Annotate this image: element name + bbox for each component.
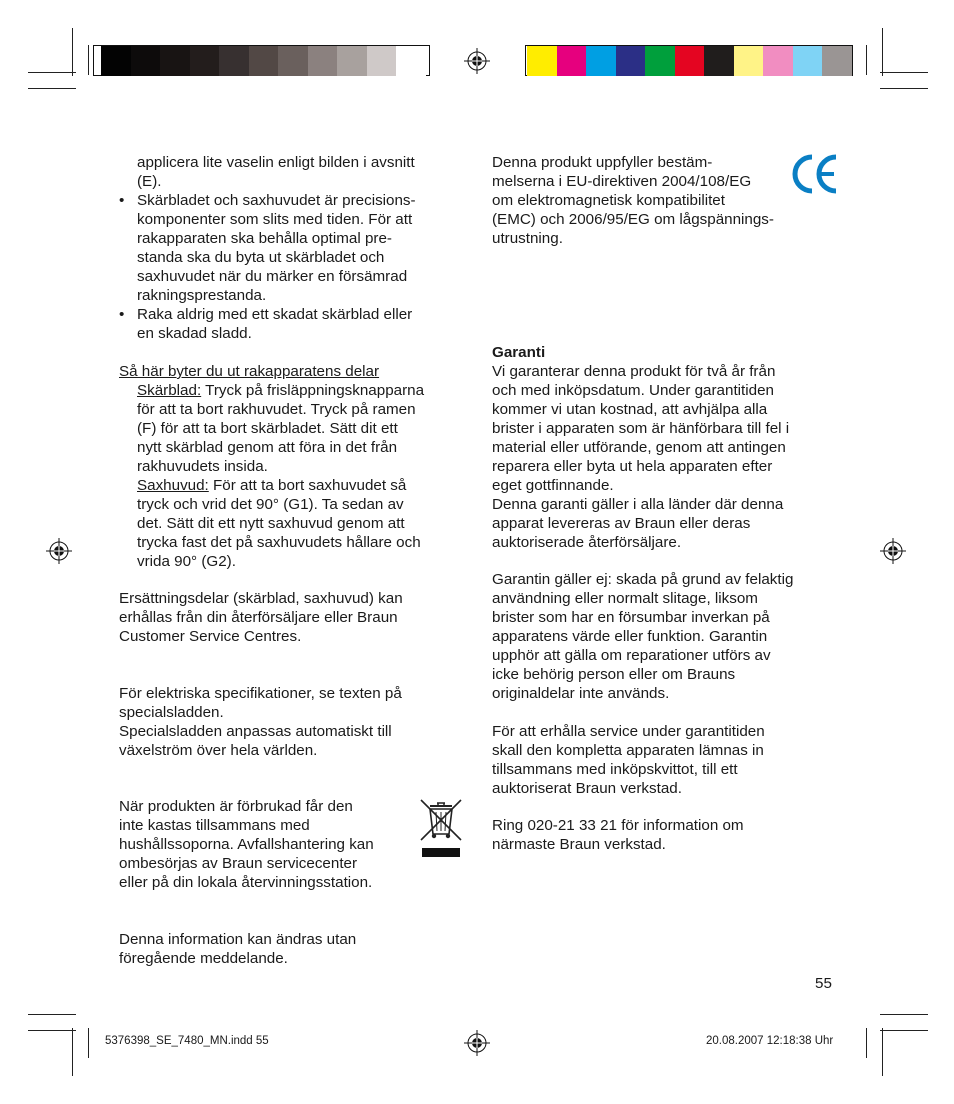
section-heading: Så här byter du ut rakapparatens delar — [119, 363, 380, 380]
text-line: användning eller normalt slitage, liksom — [492, 590, 758, 607]
text-line: Raka aldrig med ett skadat skärblad eller — [137, 306, 413, 323]
color-swatch — [337, 46, 367, 76]
footer-file-info: 5376398_SE_7480_MN.indd 55 — [105, 1035, 269, 1047]
text-line: auktoriserade återförsäljare. — [492, 534, 682, 551]
text-line: ombesörjas av Braun servicecenter — [119, 855, 358, 872]
color-swatch — [793, 46, 823, 76]
text-line: tryck och vrid det 90° (G1). Ta sedan av — [137, 496, 404, 513]
text-line: apparat levereras av Braun eller deras — [492, 515, 751, 532]
text-line: brister i apparaten som är hänförbara till fel i — [492, 420, 790, 437]
color-swatch — [190, 46, 220, 76]
text-line: standa ska du byta ut skärbladet och — [137, 249, 385, 266]
text-line: och med inköpsdatum. Under garantitiden — [492, 382, 774, 399]
text-line: växelström över hela världen. — [119, 742, 318, 759]
text-line: (EMC) och 2006/95/EG om lågspännings- — [492, 211, 774, 228]
text-line: Ring 020-21 33 21 för information om — [492, 817, 744, 834]
text-line: Denna information kan ändras utan — [119, 931, 357, 948]
text-line: (E). — [137, 173, 162, 190]
text-line: upphör att gälla om reparationer utförs av — [492, 647, 771, 664]
text-line: om elektromagnetisk kompatibilitet — [492, 192, 725, 209]
text-span: För att ta bort saxhuvudet så — [208, 477, 407, 494]
color-swatch — [131, 46, 161, 76]
text-line: eller på din lokala återvinningsstation. — [119, 874, 373, 891]
text-line: apparatens värde eller funktion. Garantin — [492, 628, 768, 645]
foil-label: Skärblad: — [137, 382, 202, 399]
color-swatch — [396, 46, 426, 76]
text-line: en skadad sladd. — [137, 325, 252, 342]
text-line: Ersättningsdelar (skärblad, saxhuvud) kan — [119, 590, 403, 607]
color-swatch — [763, 46, 793, 76]
text-line: För att erhålla service under garantitiden — [492, 723, 765, 740]
color-swatch — [704, 46, 734, 76]
text-line: nytt skärblad genom att föra in det från — [137, 439, 398, 456]
footer-datetime: 20.08.2007 12:18:38 Uhr — [706, 1035, 834, 1047]
color-swatch — [308, 46, 338, 76]
ce-mark-icon — [790, 152, 840, 196]
color-swatch — [616, 46, 646, 76]
registration-mark-icon — [880, 538, 906, 564]
text-line: brister som har en försumbar inverkan på — [492, 609, 770, 626]
color-swatch — [527, 46, 557, 76]
text-line — [137, 381, 424, 400]
bullet-marker: • — [119, 192, 125, 209]
text-line: erhållas från din återförsäljare eller Braun — [119, 609, 398, 626]
text-line: (F) för att ta bort skärbladet. Sätt dit ett — [137, 420, 398, 437]
registration-mark-icon — [464, 48, 490, 74]
text-line: rakapparaten ska behålla optimal pre- — [137, 230, 392, 247]
text-line: kommer vi utan kostnad, att avhjälpa alla — [492, 401, 768, 418]
text-span: Tryck på frisläppningsknapparna — [201, 382, 425, 399]
text-line: eget gottfinnande. — [492, 477, 614, 494]
text-line: saxhuvudet när du märker en försämrad — [137, 268, 408, 285]
text-line: rakningsprestanda. — [137, 287, 267, 304]
page-number: 55 — [815, 975, 832, 992]
text-line: närmaste Braun verkstad. — [492, 836, 666, 853]
text-line: rakhuvudets insida. — [137, 458, 268, 475]
text-line: hushållssoporna. Avfallshantering kan — [119, 836, 374, 853]
color-swatch — [160, 46, 190, 76]
text-line: vrida 90° (G2). — [137, 553, 236, 570]
color-swatch — [734, 46, 764, 76]
registration-mark-icon — [464, 1030, 490, 1056]
text-line: skall den kompletta apparaten lämnas in — [492, 742, 764, 759]
warranty-heading: Garanti — [492, 344, 546, 361]
text-line: När produkten är förbrukad får den — [119, 798, 353, 815]
text-line: trycka fast det på saxhuvudets hållare och — [137, 534, 421, 551]
text-line: melserna i EU-direktiven 2004/108/EG — [492, 173, 752, 190]
color-swatch — [219, 46, 249, 76]
text-line: originaldelar inte används. — [492, 685, 670, 702]
text-line: material eller utförande, genom att antingen — [492, 439, 786, 456]
text-line: reparera eller byta ut hela apparaten efter — [492, 458, 773, 475]
text-line: Specialsladden anpassas automatiskt till — [119, 723, 392, 740]
text-line: auktoriserat Braun verkstad. — [492, 780, 682, 797]
cutter-label: Saxhuvud: — [137, 477, 209, 494]
color-swatch — [367, 46, 397, 76]
registration-mark-icon — [46, 538, 72, 564]
text-line: utrustning. — [492, 230, 563, 247]
color-swatch — [249, 46, 279, 76]
text-line — [137, 476, 406, 495]
text-line: icke behörig person eller om Brauns — [492, 666, 736, 683]
text-line: föregående meddelande. — [119, 950, 288, 967]
crossed-out-wheelie-bin-icon — [418, 798, 464, 860]
color-swatch — [645, 46, 675, 76]
color-swatch — [586, 46, 616, 76]
text-line: Customer Service Centres. — [119, 628, 302, 645]
text-line: För elektriska specifikationer, se texten på — [119, 685, 402, 702]
bullet-marker: • — [119, 306, 125, 323]
text-line: inte kastas tillsammans med — [119, 817, 310, 834]
color-swatch — [278, 46, 308, 76]
color-swatch — [101, 46, 131, 76]
color-swatch — [675, 46, 705, 76]
text-line: för att ta bort rakhuvudet. Tryck på ramen — [137, 401, 416, 418]
color-swatch — [822, 46, 852, 76]
text-line: Denna produkt uppfyller bestäm- — [492, 154, 713, 171]
text-line: det. Sätt dit ett nytt saxhuvud genom att — [137, 515, 405, 532]
text-line: applicera lite vaselin enligt bilden i avsnitt — [137, 154, 415, 171]
text-line: Denna garanti gäller i alla länder där denna — [492, 496, 784, 513]
color-swatch — [557, 46, 587, 76]
text-line: tillsammans med inköpskvittot, till ett — [492, 761, 738, 778]
text-line: Skärbladet och saxhuvudet är precisions- — [137, 192, 416, 209]
text-line: Vi garanterar denna produkt för två år från — [492, 363, 776, 380]
text-line: Garantin gäller ej: skada på grund av felaktig — [492, 571, 794, 588]
text-line: komponenter som slits med tiden. För att — [137, 211, 413, 228]
text-line: specialsladden. — [119, 704, 224, 721]
